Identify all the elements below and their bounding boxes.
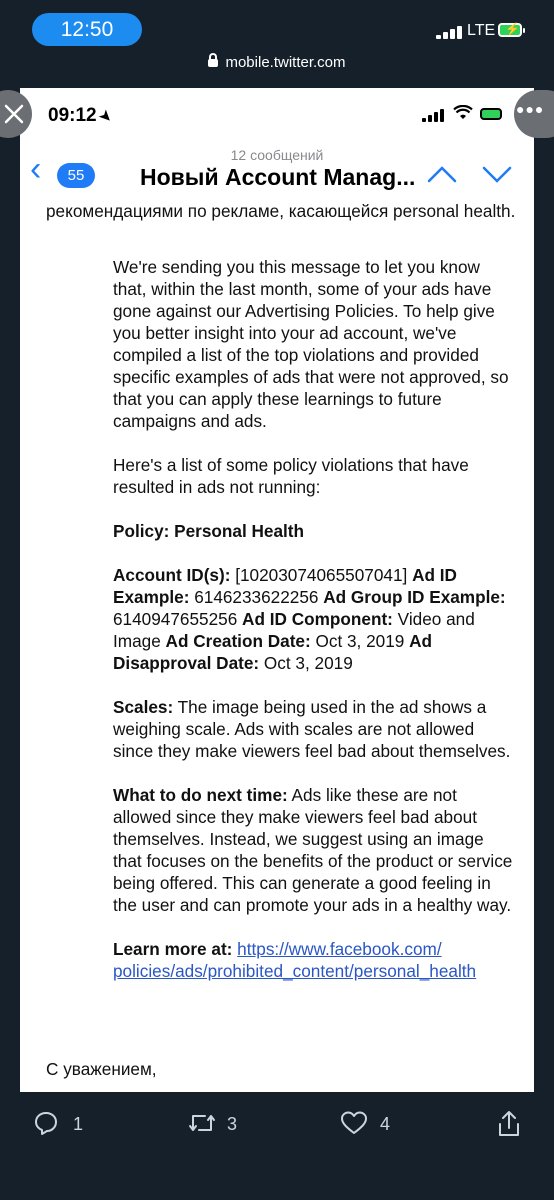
disapproval-date-label: Ad Disapproval Date: xyxy=(113,631,433,673)
inner-status-time: 09:12 xyxy=(48,105,97,126)
lock-icon xyxy=(208,59,218,67)
learn-more-paragraph xyxy=(113,938,513,982)
retweet-icon xyxy=(187,1110,217,1136)
disapproval-date-value: Oct 3, 2019 xyxy=(259,653,353,673)
previous-text: рекомендациями по рекламе, касающейся personal health. xyxy=(46,201,516,221)
component-value: Video and Image xyxy=(113,609,475,651)
ad-id-label: Ad ID Example: xyxy=(113,565,457,607)
sign-off: С уважением, xyxy=(46,1059,157,1079)
network-type: LTE xyxy=(467,22,496,39)
creation-date-value: Oct 3, 2019 xyxy=(310,631,410,651)
scales-text: The image being used in the ad shows a weighing scale. Ads with scales are not allowed since they make viewers feel bad about themselves. xyxy=(113,697,511,761)
location-arrow-icon: ➤ xyxy=(96,106,116,126)
more-options-button[interactable] xyxy=(514,88,554,140)
inner-battery-icon xyxy=(480,108,502,120)
account-value: [10203074065507041] xyxy=(230,565,413,585)
creation-date-label: Ad Creation Date: xyxy=(165,631,311,651)
close-media-button[interactable] xyxy=(0,88,40,140)
inner-status-bar xyxy=(20,88,534,140)
learn-more-link-part-2[interactable]: policies/ads/prohibited_content/personal_health xyxy=(113,961,477,981)
next-time-paragraph xyxy=(113,784,513,916)
list-intro-paragraph: Here's a list of some policy violations that have resulted in ads not running: xyxy=(113,455,469,497)
next-time-label: What to do next time: xyxy=(113,785,288,805)
next-time-text: Ads like these are not allowed since they make viewers feel bad about themselves. Instead, we suggest using an image that focuses on the benefits of the product or service being offered. This can generate a good feeling in the user and can promote your ads in a healthy way. xyxy=(113,785,513,915)
inner-signal-icon xyxy=(422,108,444,122)
message-count: 12 сообщений xyxy=(230,147,324,163)
mail-body xyxy=(20,202,534,1092)
next-message-chevron-down-icon[interactable] xyxy=(482,164,512,184)
retweet-count: 3 xyxy=(227,1114,238,1134)
scales-paragraph xyxy=(113,696,513,762)
ad-id-value: 6146233622256 xyxy=(189,587,324,607)
previous-message-chevron-up-icon[interactable] xyxy=(427,164,457,184)
tweet-actions xyxy=(0,1100,554,1150)
back-count-badge[interactable]: 55 xyxy=(57,163,95,188)
back-chevron-icon[interactable]: ‹ xyxy=(30,150,42,188)
account-label: Account ID(s): xyxy=(113,565,231,585)
more-dots-icon: ●●● xyxy=(516,101,545,117)
account-details xyxy=(113,564,513,674)
ad-group-label: Ad Group ID Example: xyxy=(323,587,506,607)
like-count: 4 xyxy=(380,1114,391,1134)
share-icon xyxy=(496,1110,522,1138)
status-time: 12:50 xyxy=(32,13,142,46)
reply-count: 1 xyxy=(73,1114,84,1134)
learn-more-label: Learn more at: xyxy=(113,939,233,959)
mail-header xyxy=(20,140,534,202)
url-bar[interactable] xyxy=(0,54,554,71)
policy-heading: Policy: Personal Health xyxy=(113,521,305,541)
mail-subject: Новый Account Manag... xyxy=(140,164,416,190)
cellular-signal-icon xyxy=(436,25,466,39)
email-content xyxy=(113,256,513,1004)
wifi-icon xyxy=(453,105,473,126)
intro-paragraph: We're sending you this message to let you know that, within the last month, some of your ads have gone against our Advertising Policies. To help give you better insight into your ad account, we've compiled a list of the top violations and provided specific examples of ads that were not approved, so that you can apply these learnings to future campaigns and ads. xyxy=(113,257,509,431)
battery-charging-icon: ⚡ xyxy=(498,23,522,37)
reply-icon xyxy=(33,1110,59,1136)
close-icon xyxy=(4,104,24,124)
heart-icon xyxy=(340,1110,368,1136)
ad-group-value: 6140947655256 xyxy=(113,609,243,629)
outer-status-bar xyxy=(0,0,554,56)
scales-label: Scales: xyxy=(113,697,174,717)
tweet-image[interactable] xyxy=(20,88,534,1092)
url-text: mobile.twitter.com xyxy=(225,54,346,71)
learn-more-link-part-1[interactable]: https://www.facebook.com/ xyxy=(237,939,442,959)
component-label: Ad ID Component: xyxy=(242,609,393,629)
